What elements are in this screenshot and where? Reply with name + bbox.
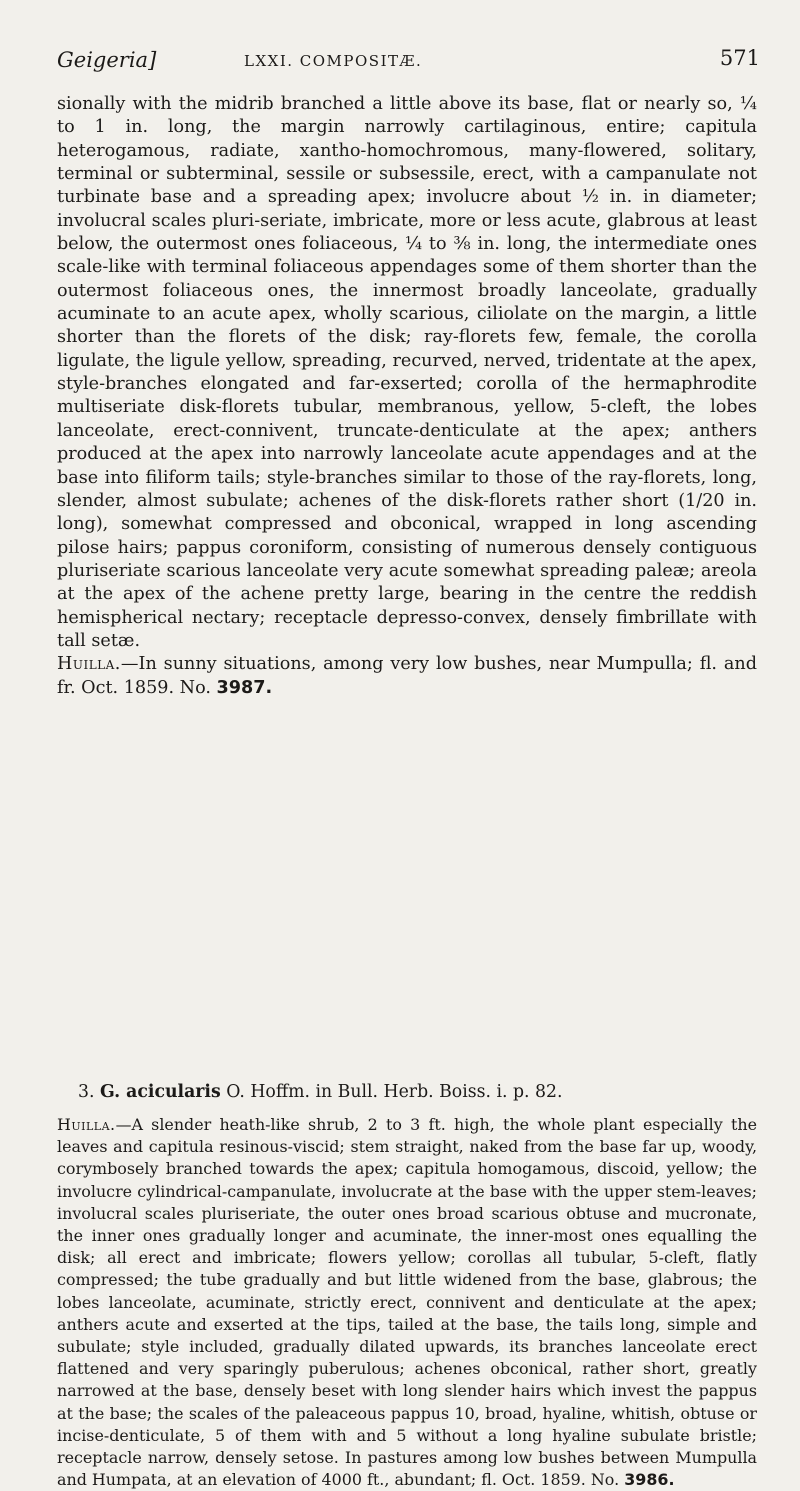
species-name: G. acicularis	[100, 1082, 221, 1102]
running-header	[57, 46, 760, 86]
specimen-label: No.	[179, 677, 211, 698]
specimen-label: No.	[590, 1470, 620, 1490]
locality-paragraph-2	[57, 1114, 757, 1491]
genus-description: sionally with the midrib branched a little above its base, flat or nearly so, ¼ to 1 in. long, the margin narrowly cartilaginous, entire; capitula heterogamous, radiate, xantho-homochromous, many-flowered, solitary, terminal or subterminal, sessile or subsessile, erect, with a campanulate not turbinate base and a spreading apex; involucre about ½ in. in diameter; involucral scales pluri-seriate, imbricate, more or less acute, glabrous at least below, the outermost ones foliaceous, ¼ to ⅜ in. long, the intermediate ones scale-like with terminal foliaceous appendages some of them shorter than the outermost foliaceous ones, the innermost broadly lanceolate, gradually acuminate to an acute apex, wholly scarious, ciliolate on the margin, a little shorter than the florets of the disk; ray-florets few, female, the corolla ligulate, the ligule yellow, spreading, recurved, nerved, tridentate at the apex, style-branches elongated and far-exserted; corolla of the hermaphrodite multiseriate disk-florets tubular, membranous, yellow, 5-cleft, the lobes lanceolate, erect-connivent, truncate-denticulate at the apex; anthers produced at the apex into narrowly lanceolate acute appendages and at the base into filiform tails; style-branches similar to those of the ray-florets, long, slender, almost subulate; achenes of the disk-florets rather short (1/20 in. long), somewhat compressed and obconical, wrapped in long ascending pilose hairs; pappus coroniform, consisting of numerous densely contiguous pluriseriate scarious lanceolate very acute somewhat spreading paleæ; areola at the apex of the achene pretty large, bearing in the centre the reddish hemispherical nectary; receptacle depresso-convex, densely fimbrillate with tall setæ.	[57, 94, 757, 651]
specimen-number: 3986.	[624, 1470, 675, 1490]
genus-header: Geigeria]	[57, 48, 157, 72]
species-description-block	[57, 1114, 757, 1491]
species-description: —A slender heath-like shrub, 2 to 3 ft. high, the whole plant especially the leaves and capitula resinous-viscid; stem straight, naked from the base far up, woody, corymbosely branched towards the apex; capitula homogamous, discoid, yellow; the involucre cylindrical-campanulate, involucrate at the base with the upper stem-leaves; involucral scales pluriseriate, the outer ones broad scarious obtuse and mucronate, the inner ones gradually longer and acuminate, the inner-most ones equalling the disk; all erect and imbricate; flowers yellow; corollas all tubular, 5-cleft, flatly compressed; the tube gradually and but little widened from the base, glabrous; the lobes lanceolate, acuminate, strictly erect, connivent and denticulate at the apex; anthers acute and exserted at the tips, tailed at the base, the tails long, simple and subulate; style included, gradually dilated upwards, its branches lanceolate erect flattened and very sparingly puberulous; achenes obconical, rather short, greatly narrowed at the base, densely beset with long slender hairs which invest the pappus at the base; the scales of the paleaceous pappus 10, broad, hyaline, whitish, obtuse or incise-denticulate, 5 of them with and 5 without a long hyaline subulate bristle; receptacle narrow, densely setose. In pastures among low bushes between Mumpulla and Humpata, at an elevation of 4000 ft., abundant; fl. Oct. 1859.	[57, 1115, 757, 1490]
species-number: 3.	[78, 1082, 95, 1102]
chapter-header: LXXI. COMPOSITÆ.	[244, 52, 423, 70]
page-number: 571	[719, 46, 760, 70]
locality-text: —In sunny situations, among very low bushes, near Mumpulla; fl. and fr. Oct. 1859.	[57, 654, 757, 698]
locality-paragraph-1	[57, 653, 757, 700]
species-authority: O. Hoffm. in Bull. Herb. Boiss. i. p. 82.	[226, 1082, 563, 1102]
specimen-number: 3987.	[216, 677, 273, 698]
locality-name: Huilla.	[57, 1115, 116, 1134]
description-block	[57, 93, 757, 700]
locality-name: Huilla.	[57, 654, 121, 675]
species-heading	[78, 1082, 563, 1102]
